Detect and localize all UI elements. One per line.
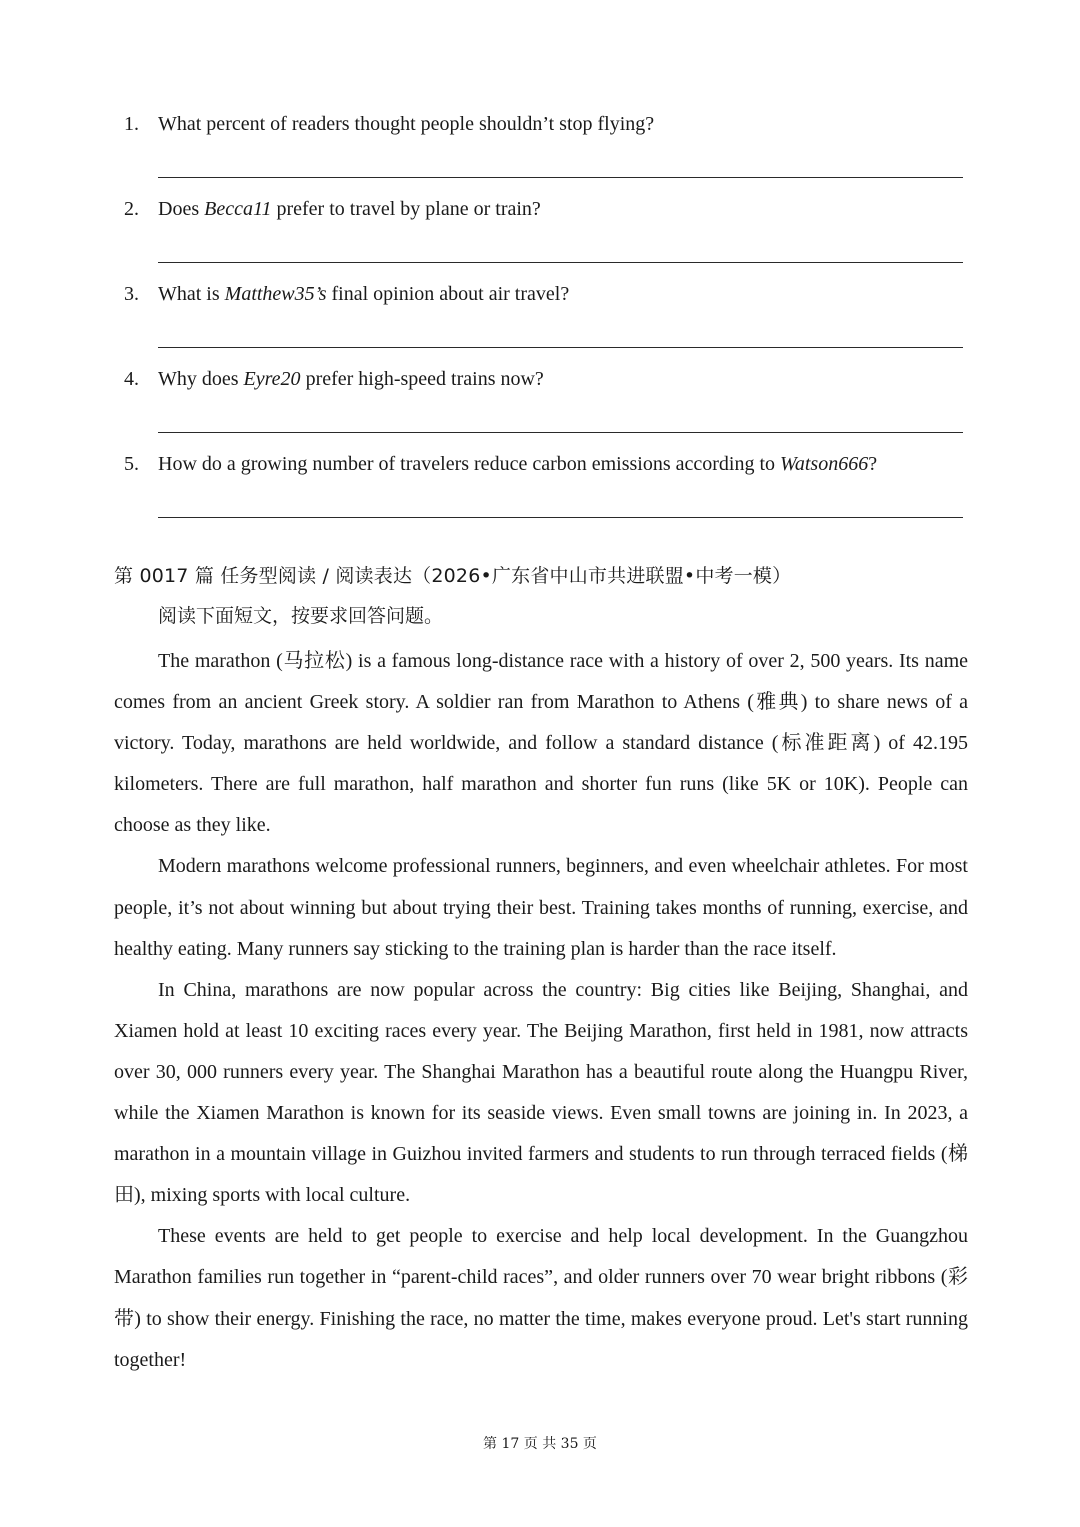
question-text xyxy=(124,278,974,310)
question-number: 3. xyxy=(124,283,139,305)
passage-paragraph: These events are held to get people to exercise and help local development. In the Guangzhou Marathon families run together in “parent-child races”, and older runners over 70 wear bright ribbons (彩带) to show their energy. Finishing the race, no matter the time, makes everyone proud. Let's start running together! xyxy=(114,1225,968,1371)
page-number: 第 17 页 共 35 页 xyxy=(483,1436,597,1452)
answer-line[interactable] xyxy=(158,432,963,433)
question-body-end: prefer high-speed trains now? xyxy=(300,368,544,390)
question-item xyxy=(124,278,974,363)
question-body: What is xyxy=(158,283,225,305)
question-item xyxy=(124,108,974,193)
question-body: How do a growing number of travelers reduce carbon emissions according to xyxy=(158,453,781,475)
question-number: 4. xyxy=(124,368,139,390)
answer-line[interactable] xyxy=(158,262,963,263)
question-body-end: ? xyxy=(868,453,878,475)
section-instruction: 阅读下面短文，按要求回答问题。 xyxy=(158,605,444,627)
question-username: Watson666 xyxy=(780,453,869,475)
question-username: Matthew35’s xyxy=(224,283,327,305)
section-header: 第 0017 篇 任务型阅读 / 阅读表达（2026•广东省中山市共进联盟•中考一模） xyxy=(114,565,792,587)
question-body: Does xyxy=(158,198,205,220)
question-body: Why does xyxy=(158,368,244,390)
answer-line[interactable] xyxy=(158,177,963,178)
question-item xyxy=(124,363,974,448)
question-username: Eyre20 xyxy=(243,368,301,390)
passage-paragraph: In China, marathons are now popular across the country: Big cities like Beijing, Shanghai, and Xiamen hold at least 10 exciting races every year. The Beijing Marathon, first held in 1981, now attracts over 30, 000 runners every year. The Shanghai Marathon has a beautiful route along the Huangpu River, while the Xiamen Marathon is known for its seaside views. Even small towns are joining in. In 2023, a marathon in a mountain village in Guizhou invited farmers and students to run through terraced fields (梯田), mixing sports with local culture. xyxy=(114,978,968,1207)
reading-passage xyxy=(114,641,968,1381)
answer-line[interactable] xyxy=(158,347,963,348)
question-item xyxy=(124,193,974,278)
question-item xyxy=(124,448,974,533)
question-username: Becca11 xyxy=(204,198,272,220)
passage-paragraph: Modern marathons welcome professional runners, beginners, and even wheelchair athletes. For most people, it’s not about winning but about trying their best. Training takes months of running, exercise, and healthy eating. Many runners say sticking to the training plan is harder than the race itself. xyxy=(114,855,968,960)
question-body: What percent of readers thought people shouldn’t stop flying? xyxy=(158,113,655,135)
answer-line[interactable] xyxy=(158,517,963,518)
question-body-end: prefer to travel by plane or train? xyxy=(271,198,541,220)
question-body-end: final opinion about air travel? xyxy=(326,283,570,305)
question-number: 5. xyxy=(124,453,139,475)
passage-paragraph: The marathon (马拉松) is a famous long-distance race with a history of over 2, 500 years. Its name comes from an ancient Greek story. A soldier ran from Marathon to Athens (雅典) to share news of a victory. Today, marathons are held worldwide, and follow a standard distance (标准距离) of 42.195 kilometers. There are full marathon, half marathon and shorter fun runs (like 5K or 10K). People can choose as they like. xyxy=(114,650,968,837)
question-text xyxy=(124,363,974,395)
question-number: 2. xyxy=(124,198,139,220)
question-number: 1. xyxy=(124,113,139,135)
question-text xyxy=(124,448,974,480)
question-text xyxy=(124,108,974,140)
question-text xyxy=(124,193,974,225)
question-list xyxy=(124,108,974,533)
